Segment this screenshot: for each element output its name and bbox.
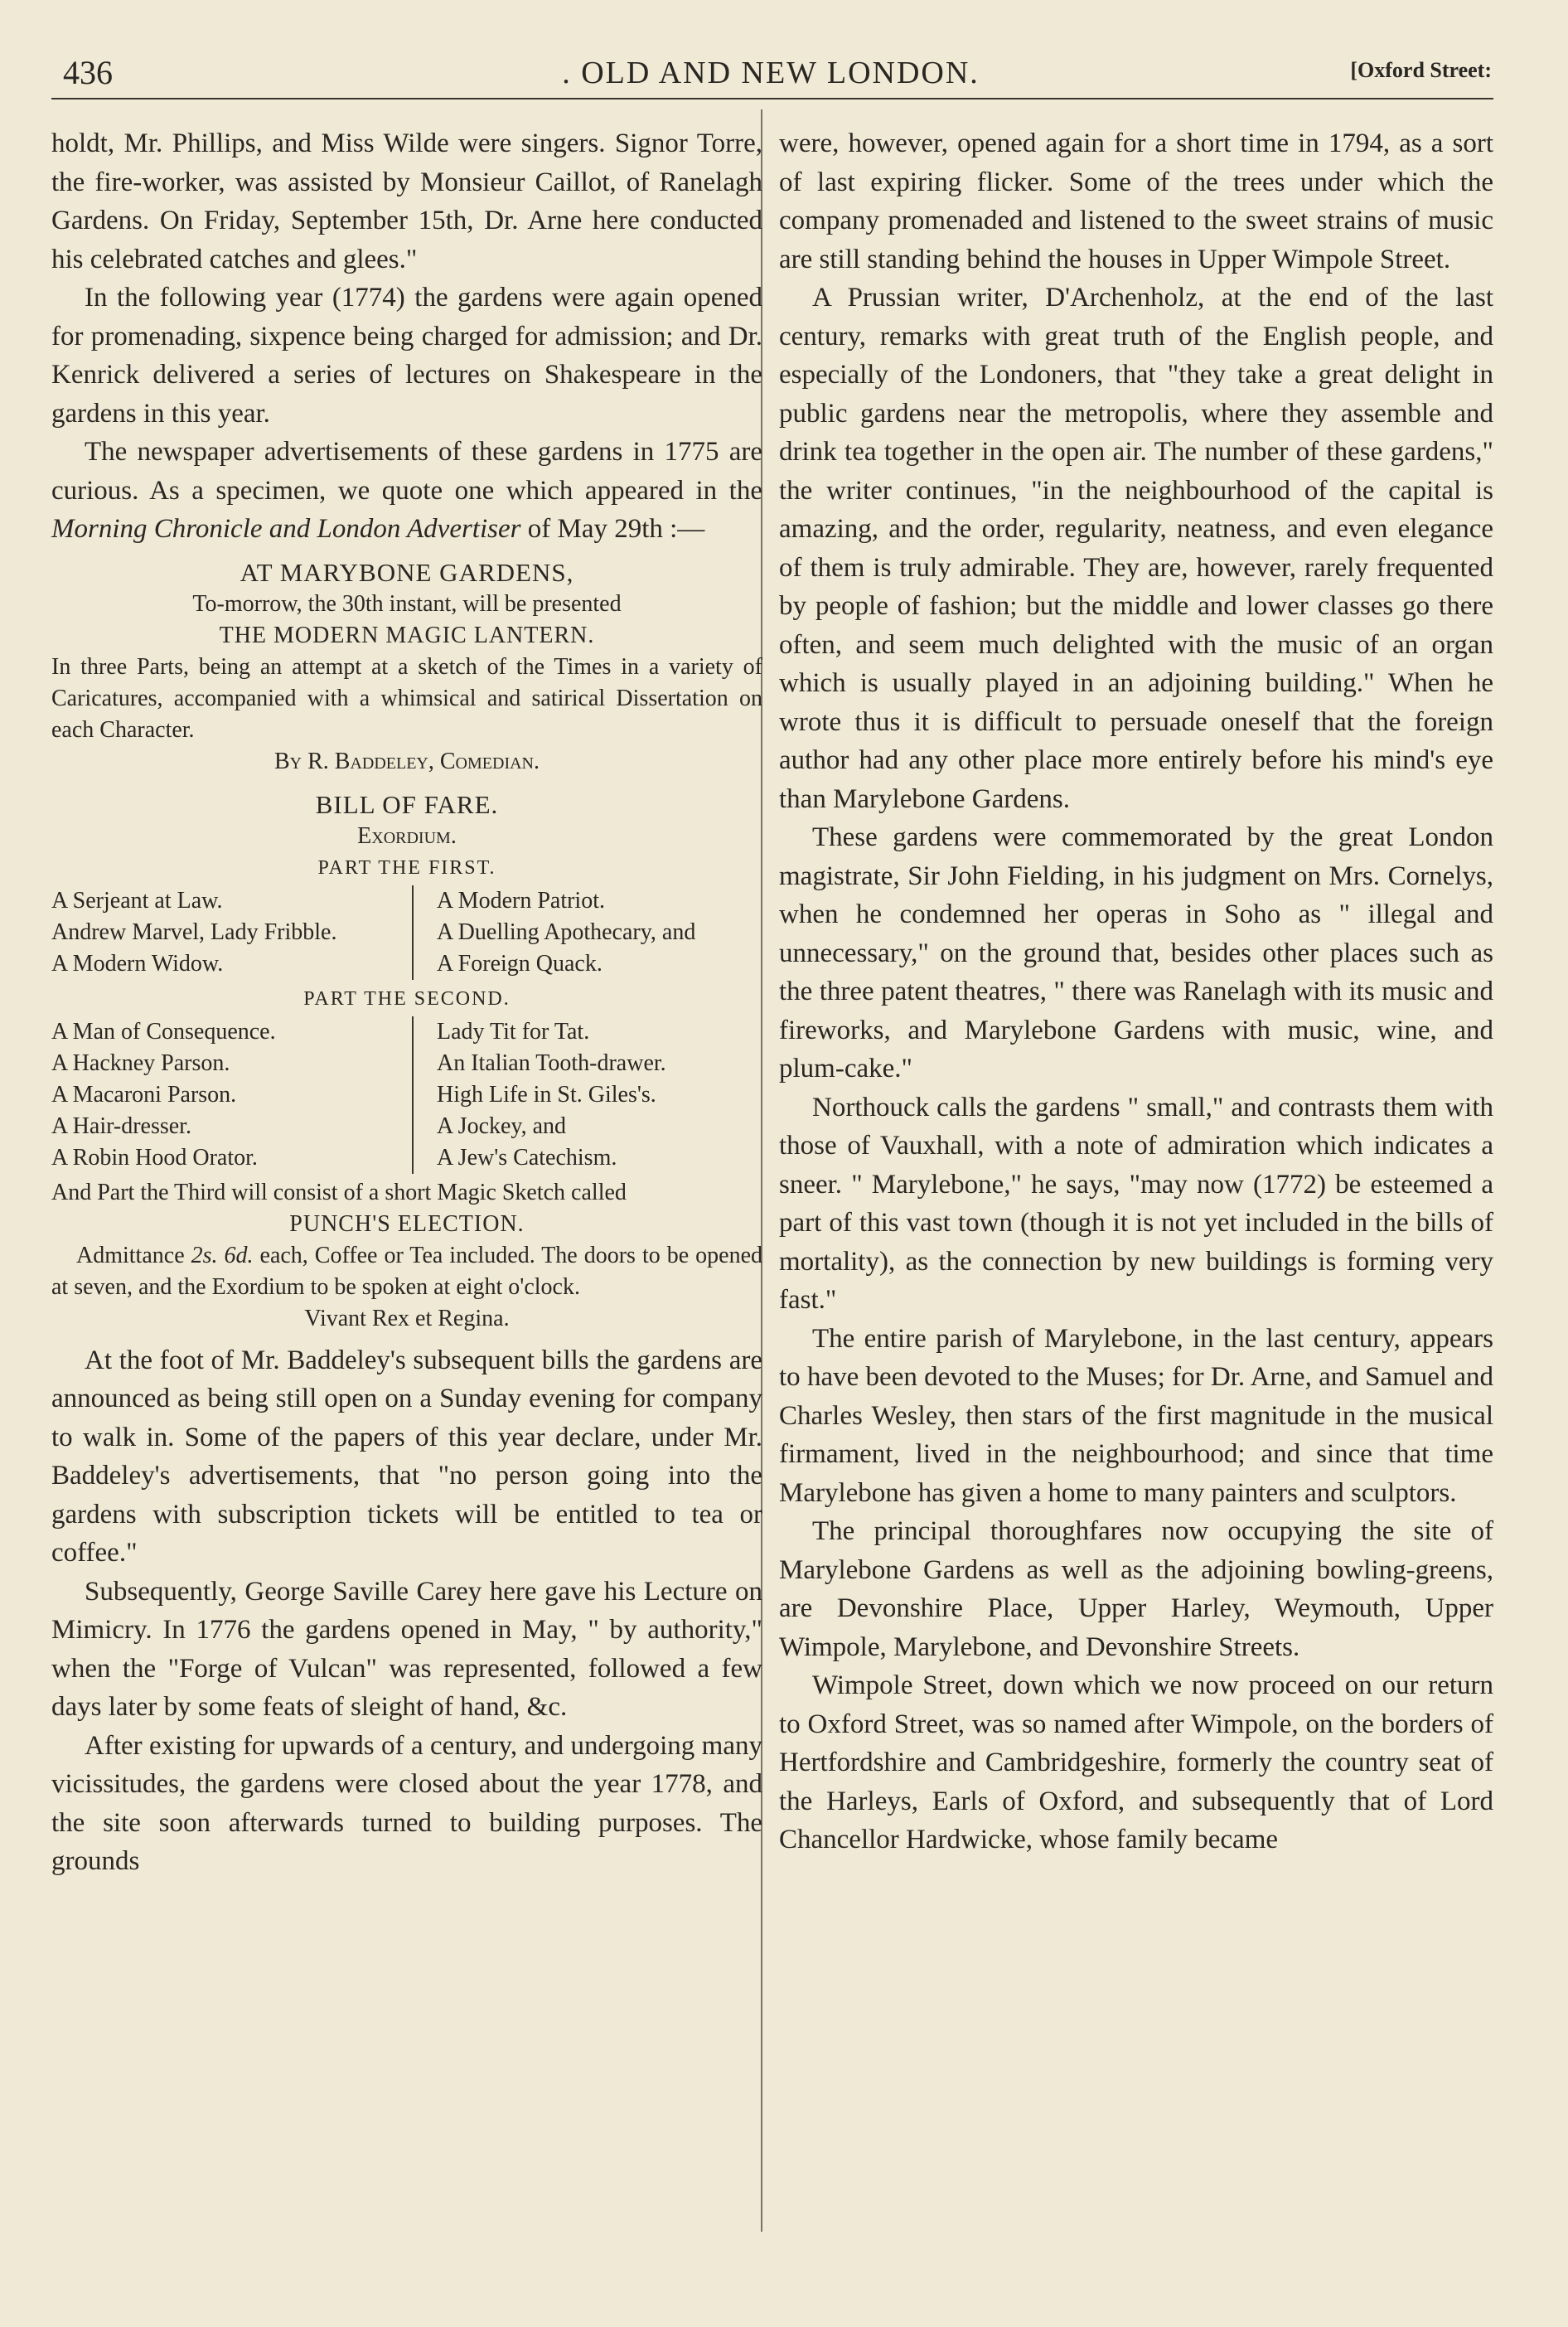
paragraph: The entire parish of Marylebone, in the last century, appears to have been devoted to the Muses; for Dr. Arne, and Samuel and Charles Wesley, then stars of the first magnitude in the musical firmament, lived in the neighbourhood; and since that time Marylebone has given a home to many painters and sculptors.: [779, 1323, 1493, 1508]
paragraph: were, however, opened again for a short time in 1794, as a sort of last expiring flicker. Some of the trees under which the company promenaded and listened to the sweet strains of music are still standing behind the houses in Upper Wimpole Street.: [779, 128, 1493, 274]
paragraph: [51, 433, 762, 549]
list-item: A Jockey, and: [437, 1113, 567, 1139]
paragraph: Subsequently, George Saville Carey here gave his Lecture on Mimicry. In 1776 the gardens opened in May, " by authority," when the "Forge of Vulcan" was represented, followed a few days later by some feats of sleight of hand, &c.: [51, 1576, 762, 1722]
paragraph: A Prussian writer, D'Archenholz, at the end of the last century, remarks with great truth of the English people, and especially of the Londoners, that "they take a great delight in public gardens near the metropolis, where they assemble and drink tea together in the open air. The number of these gardens," the writer continues, "in the neighbourhood of the capital is amazing, and the order, regularity, neatness, and even elegance of them is truly admirable. They are, however, rarely frequented by people of fashion; but the middle and lower classes go there often, and seem much delighted with the music of an organ which is usually played in an adjoining building." When he wrote thus it is difficult to persuade oneself that the foreign author had any other place more entirely before his mind's eye than Marylebone Gardens.: [779, 283, 1493, 814]
part-two-heading: PART THE SECOND.: [303, 987, 511, 1010]
paragraph-text: The newspaper advertisements of these gardens in 1775 are curious. As a specimen, we quote one which appeared in the: [51, 437, 762, 506]
section-label: [Oxford Street:: [1350, 58, 1492, 82]
list-item: A Modern Patriot.: [437, 887, 605, 914]
list-item: A Jew's Catechism.: [437, 1144, 617, 1171]
paragraph: The principal thoroughfares now occupying the site of Marylebone Gardens as well as the adjoining bowling-greens, are Devonshire Place, Upper Harley, Weymouth, Upper Wimpole, Marylebone, and Devonshire Streets.: [779, 1516, 1493, 1662]
page-number: 436: [63, 54, 113, 91]
running-header: [50, 48, 1492, 98]
list-item: A Macaroni Parson.: [51, 1081, 237, 1108]
part-one-right: [414, 885, 695, 980]
list-item: A Modern Widow.: [51, 950, 224, 977]
part-one-list: [51, 885, 762, 980]
header-rule: [51, 98, 1493, 99]
list-item: A Serjeant at Law.: [51, 887, 223, 914]
right-column: [779, 124, 1493, 1859]
list-item: A Foreign Quack.: [437, 950, 603, 977]
exordium-heading: Exordium.: [357, 822, 457, 849]
list-item: A Man of Consequence.: [51, 1018, 276, 1045]
left-column: [51, 124, 762, 1881]
paragraph-text: of May 29th :—: [520, 514, 705, 544]
paragraph: These gardens were commemorated by the great London magistrate, Sir John Fielding, in his judgment on Mrs. Cornelys, when he condemned her operas in Soho as " illegal and unnecessary," on the ground that, besides other places such as the three patent theatres, " there was Ranelagh with its music and fireworks, and Marylebone Gardens with music, wine, and plum-cake.": [779, 822, 1493, 1084]
part-one-left: [51, 885, 414, 980]
part-two-left: [51, 1016, 414, 1174]
part-two-right: [414, 1016, 666, 1174]
paragraph: In the following year (1774) the gardens were again opened for promenading, sixpence being charged for admission; and Dr. Kenrick delivered a series of lectures on Shakespeare in the gardens in this year.: [51, 283, 762, 429]
part-one-heading: PART THE FIRST.: [317, 856, 496, 879]
ad-description: In three Parts, being an attempt at a sketch of the Times in a variety of Caricatures, accompanied with a whimsical and satirical Dissertation on each Character.: [51, 653, 762, 743]
list-item: A Duelling Apothecary, and: [437, 919, 696, 945]
advertisement: [51, 557, 762, 1335]
admittance-part: Admittance: [76, 1242, 191, 1268]
paragraph: holdt, Mr. Phillips, and Miss Wilde were singers. Signor Torre, the fire-worker, was assisted by Monsieur Caillot, of Ranelagh Gardens. On Friday, September 15th, Dr. Arne here conducted his celebrated catches and glees.": [51, 128, 762, 274]
list-item: Lady Tit for Tat.: [437, 1018, 590, 1045]
paragraph: Wimpole Street, down which we now proceed on our return to Oxford Street, was so named after Wimpole, on the borders of Hertfordshire and Cambridgeshire, formerly the country seat of the Harleys, Earls of Oxford, and subsequently that of Lord Chancellor Hardwicke, whose family became: [779, 1670, 1493, 1854]
price-pence: 6d.: [217, 1242, 254, 1268]
newspaper-title: Morning Chronicle and London Advertiser: [51, 514, 521, 544]
ad-heading: THE MODERN MAGIC LANTERN.: [219, 622, 595, 648]
part-three-text: And Part the Third will consist of a short Magic Sketch called: [51, 1179, 627, 1205]
admittance-text: [51, 1240, 762, 1303]
vivant-line: Vivant Rex et Regina.: [304, 1305, 510, 1331]
ad-byline: By R. Baddeley, Comedian.: [273, 748, 540, 774]
part-two-list: [51, 1016, 762, 1174]
running-title: . OLD AND NEW LONDON.: [562, 56, 980, 90]
paragraph: After existing for upwards of a century, and undergoing many vicissitudes, the gardens were closed about the year 1778, and the site soon afterwards turned to building purposes. The grounds: [51, 1730, 762, 1876]
paragraph: At the foot of Mr. Baddeley's subsequent bills the gardens are announced as being still open on a Sunday evening for company to walk in. Some of the papers of this year declare, under Mr. Baddeley's advertisements, that "no person going into the gardens with subscription tickets will be entitled to tea or coffee.": [51, 1345, 762, 1568]
list-item: A Hair-dresser.: [51, 1113, 191, 1139]
list-item: Andrew Marvel, Lady Fribble.: [51, 919, 337, 945]
list-item: A Robin Hood Orator.: [51, 1144, 258, 1171]
admittance-part: each, Coffee or Tea included. The doors to be opened at seven, and the Exordium to be spoken at eight o'clock.: [51, 1242, 762, 1300]
list-item: High Life in St. Giles's.: [437, 1081, 656, 1108]
paragraph: Northouck calls the gardens " small," and contrasts them with those of Vauxhall, with a note of admiration which indicates a sneer. " Marylebone," he says, "may now (1772) be esteemed a part of this vast town (though it is not yet included in the bills of mortality), as the connection by new buildings is forming very fast.": [779, 1092, 1493, 1315]
bill-of-fare-heading: BILL OF FARE.: [315, 789, 499, 819]
punch-election-heading: PUNCH'S ELECTION.: [289, 1210, 525, 1237]
list-item: A Hackney Parson.: [51, 1050, 230, 1076]
ad-title: AT MARYBONE GARDENS,: [240, 557, 574, 587]
list-item: An Italian Tooth-drawer.: [437, 1050, 666, 1076]
price-shillings: 2s.: [191, 1242, 218, 1268]
ad-line: To-morrow, the 30th instant, will be presented: [192, 590, 622, 617]
